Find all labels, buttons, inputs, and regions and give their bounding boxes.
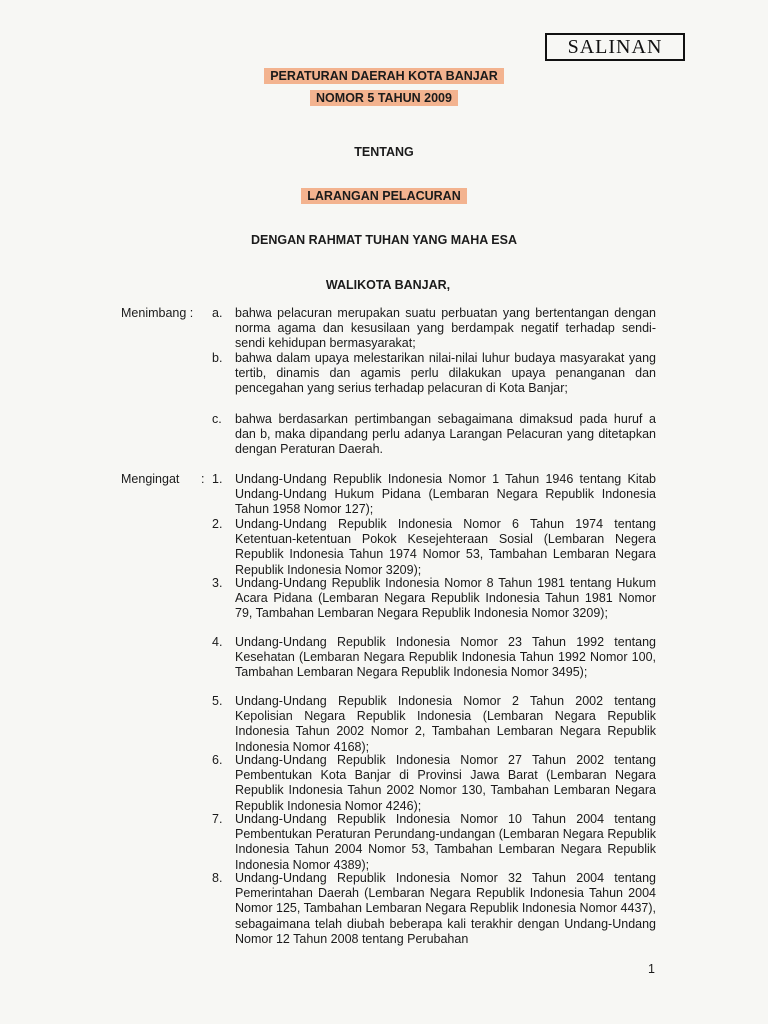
mengingat-item-5: Undang-Undang Republik Indonesia Nomor 2 Tahun 2002 tentang Kepolisian Negara Republik Indonesia (Lembaran Negara Republik Indonesia Tahun 2002 Nomor 2, Tambahan Lembaran Negara Republik Indonesia Nomor 4168); <box>235 694 656 754</box>
menimbang-marker-a: a. <box>212 306 223 320</box>
menimbang-marker-c: c. <box>212 412 222 426</box>
walikota-line: WALIKOTA BANJAR, <box>325 278 451 292</box>
mengingat-item-7: Undang-Undang Republik Indonesia Nomor 10 Tahun 2004 tentang Pembentukan Peraturan Perundang-undangan (Lembaran Negara Republik Indonesia Tahun 2004 Nomor 53, Tambahan Lembaran Negara Republik Indonesia Nomor 4389); <box>235 812 656 872</box>
subject-text: LARANGAN PELACURAN <box>301 188 466 204</box>
mengingat-item-3: Undang-Undang Republik Indonesia Nomor 8 Tahun 1981 tentang Hukum Acara Pidana (Lembaran Negara Republik Indonesia Tahun 1981 Nomor 79, Tambahan Lembaran Negara Republik Indonesia Nomor 3209); <box>235 576 656 621</box>
mengingat-item-6: Undang-Undang Republik Indonesia Nomor 27 Tahun 2002 tentang Pembentukan Kota Banjar di Provinsi Jawa Barat (Lembaran Negara Republik Indonesia Tahun 2002 Nomor 130, Tambahan Lembaran Negara Republik Indonesia Nomor 4246); <box>235 753 656 813</box>
mengingat-marker-5: 5. <box>212 694 223 708</box>
rahmat-line: DENGAN RAHMAT TUHAN YANG MAHA ESA <box>251 233 517 247</box>
title-line-2 <box>0 90 768 106</box>
subject-line <box>0 188 768 204</box>
mengingat-marker-8: 8. <box>212 871 223 885</box>
title-line-1 <box>0 68 768 84</box>
title-text-2: NOMOR 5 TAHUN 2009 <box>310 90 458 106</box>
mengingat-colon: : <box>201 472 205 486</box>
mengingat-marker-1: 1. <box>212 472 223 486</box>
mengingat-label: Mengingat <box>121 472 180 486</box>
title-text-1: PERATURAN DAERAH KOTA BANJAR <box>264 68 504 84</box>
mengingat-item-4: Undang-Undang Republik Indonesia Nomor 23 Tahun 1992 tentang Kesehatan (Lembaran Negara Republik Indonesia Tahun 1992 Nomor 100, Tambahan Lembaran Negara Republik Indonesia Nomor 3495); <box>235 635 656 680</box>
page-number: 1 <box>648 962 655 976</box>
tentang-heading: TENTANG <box>354 145 414 159</box>
menimbang-label: Menimbang : <box>121 306 194 320</box>
mengingat-item-2: Undang-Undang Republik Indonesia Nomor 6 Tahun 1974 tentang Ketentuan-ketentuan Pokok Kesejehteraan Sosial (Lembaran Negera Republik Indonesia Tahun 1974 Nomor 53, Tambahan Lembaran Negara Republik Indonesia Nomor 3209); <box>235 517 656 577</box>
mengingat-marker-3: 3. <box>212 576 223 590</box>
menimbang-item-a: bahwa pelacuran merupakan suatu perbuatan yang bertentangan dengan norma agama dan kesusilaan yang berdampak negatif terhadap sendi-sendi kehidupan bermasyarakat; <box>235 306 656 351</box>
menimbang-marker-b: b. <box>212 351 223 365</box>
mengingat-marker-4: 4. <box>212 635 223 649</box>
mengingat-marker-2: 2. <box>212 517 223 531</box>
mengingat-marker-6: 6. <box>212 753 223 767</box>
menimbang-item-b: bahwa dalam upaya melestarikan nilai-nilai luhur budaya masyarakat yang tertib, dinamis dan agamis perlu dilakukan upaya penanganan dan pencegahan yang serius terhadap pelacuran di Kota Banjar; <box>235 351 656 396</box>
mengingat-marker-7: 7. <box>212 812 223 826</box>
mengingat-item-8: Undang-Undang Republik Indonesia Nomor 32 Tahun 2004 tentang Pemerintahan Daerah (Lembaran Negara Republik Indonesia Tahun 2004 Nomor 125, Tambahan Lembaran Negara Republik Indonesia Nomor 4437), sebagaimana telah diubah beberapa kali terakhir dengan Undang-Undang Nomor 12 Tahun 2008 tentang Perubahan <box>235 871 656 946</box>
menimbang-item-c: bahwa berdasarkan pertimbangan sebagaimana dimaksud pada huruf a dan b, maka dipandang perlu adanya Larangan Pelacuran yang ditetapkan dengan Peraturan Daerah. <box>235 412 656 457</box>
mengingat-item-1: Undang-Undang Republik Indonesia Nomor 1 Tahun 1946 tentang Kitab Undang-Undang Hukum Pidana (Lembaran Negara Republik Indonesia Tahun 1958 Nomor 127); <box>235 472 656 517</box>
salinan-stamp: SALINAN <box>545 33 685 61</box>
